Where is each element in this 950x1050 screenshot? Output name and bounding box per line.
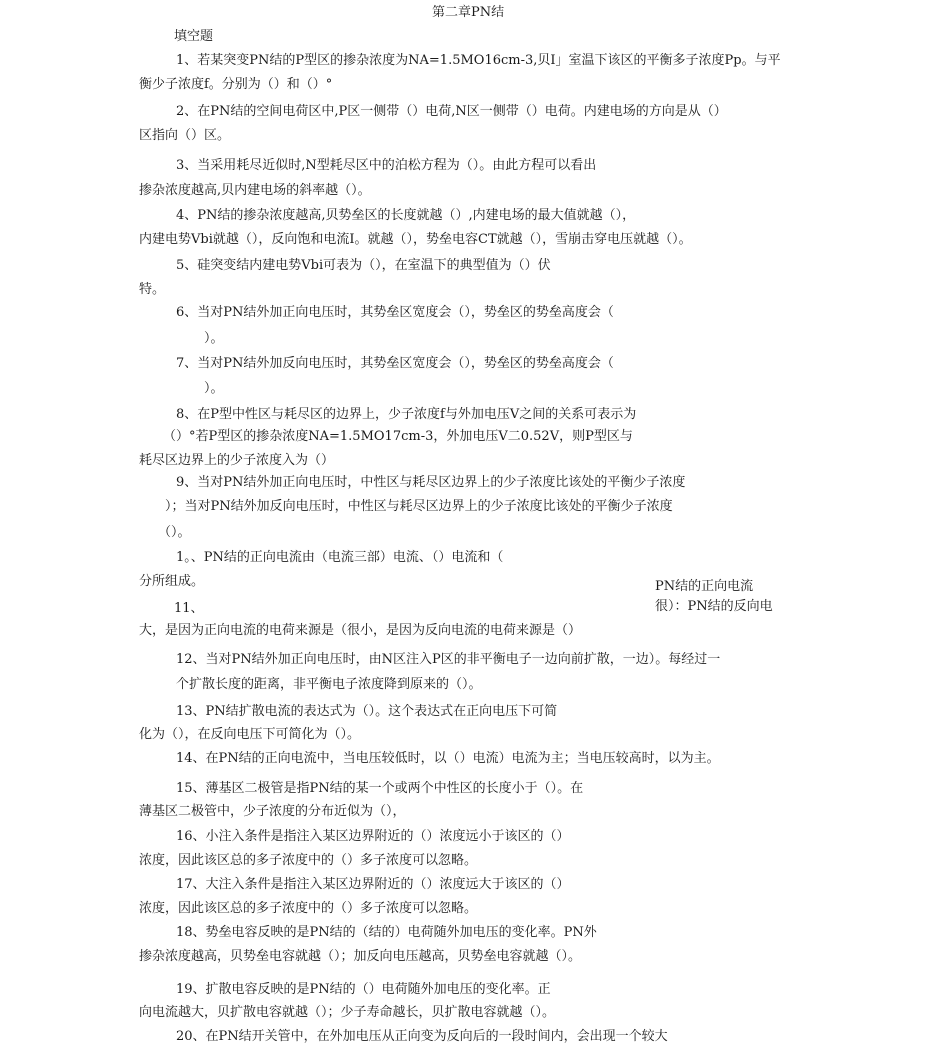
text-line: 个扩散长度的距离，非平衡电子浓度降到原来的（）。 — [176, 677, 482, 692]
text-line: 20、在PN结开关管中，在外加电压从正向变为反向后的一段时间内，会出现一个较大 — [176, 1029, 668, 1044]
text-line: （）。 — [158, 525, 191, 540]
text-line: 区指向（）区。 — [139, 128, 231, 143]
text-line: 13、PN结扩散电流的表达式为（）。这个表达式在正向电压下可简 — [176, 704, 558, 719]
text-line: 掺杂浓度越高，贝势垒电容就越（）；加反向电压越高，贝势垒电容就越（）。 — [139, 949, 582, 964]
text-line: 掺杂浓度越高,贝内建电场的斜率越（）。 — [139, 183, 371, 198]
text-line: 衡少子浓度f。分别为（）和（）° — [139, 77, 333, 92]
text-line: 耗尽区边界上的少子浓度入为（） — [139, 453, 335, 468]
text-line: 分所组成。 — [139, 574, 205, 589]
text-line: 18、势垒电容反映的是PN结的（结的）电荷随外加电压的变化率。PN外 — [176, 925, 597, 940]
text-line: 2、在PN结的空间电荷区中,P区一侧带（）电荷,N区一侧带（）电荷。内建电场的方向是从（） — [176, 104, 727, 119]
text-line: ）。 — [204, 331, 224, 346]
text-line: 3、当采用耗尽近似时,N型耗尽区中的泊松方程为（）。由此方程可以看出 — [176, 158, 597, 173]
side-note-line: PN结的正向电流 — [655, 579, 754, 594]
text-line: 7、当对PN结外加反向电压时，其势垒区宽度会（），势垒区的势垒高度会（ — [176, 356, 614, 371]
page-title: 第二章PN结 — [432, 5, 505, 20]
section-heading: 填空题 — [174, 29, 214, 44]
text-line: 8、在P型中性区与耗尽区的边界上，少子浓度f与外加电压V之间的关系可表示为 — [176, 407, 637, 422]
text-line: 向电流越大，贝扩散电容就越（）；少子寿命越长，贝扩散电容就越（）。 — [139, 1005, 556, 1020]
text-line: 大，是因为正向电流的电荷来源是（很小，是因为反向电流的电荷来源是（） — [139, 623, 582, 638]
text-line: 4、PN结的掺杂浓度越高,贝势垒区的长度就越（）,内建电场的最大值就越（）， — [176, 208, 636, 223]
text-line: 特。 — [139, 282, 166, 297]
text-line: 化为（），在反向电压下可简化为（）。 — [139, 727, 361, 742]
text-line: 薄基区二极管中，少子浓度的分布近似为（）， — [139, 804, 406, 819]
text-line: 浓度，因此该区总的多子浓度中的（）多子浓度可以忽略。 — [139, 901, 478, 916]
text-line: ）；当对PN结外加反向电压时，中性区与耗尽区边界上的少子浓度比该处的平衡少子浓度 — [165, 499, 673, 514]
text-line: 17、大注入条件是指注入某区边界附近的（）浓度远大于该区的（） — [176, 877, 570, 892]
text-line: 14、在PN结的正向电流中，当电压较低时，以（）电流）电流为主；当电压较高时，以为主。 — [176, 751, 720, 766]
text-line: 1、若某突变PN结的P型区的掺杂浓度为NA=1.5MO16cm-3,贝I」室温下该区的平衡多子浓度Pp。与平 — [176, 53, 781, 68]
text-line: （）°若P型区的掺杂浓度NA=1.5MO17cm-3，外加电压V二0.52V，则P型区与 — [163, 429, 633, 444]
text-line: 15、薄基区二极管是指PN结的某一个或两个中性区的长度小于（）。在 — [176, 781, 584, 796]
text-line: 19、扩散电容反映的是PN结的（）电荷随外加电压的变化率。正 — [176, 982, 551, 997]
text-line: 5、硅突变结内建电势Vbi可表为（），在室温下的典型值为（）伏 — [176, 258, 551, 273]
text-line: 1。、PN结的正向电流由（电流三部）电流、（）电流和（ — [176, 550, 504, 565]
text-line: 浓度，因此该区总的多子浓度中的（）多子浓度可以忽略。 — [139, 853, 478, 868]
text-line: 16、小注入条件是指注入某区边界附近的（）浓度远小于该区的（） — [176, 829, 570, 844]
side-note-line: 很）：PN结的反向电 — [655, 599, 773, 614]
text-line: 11、 — [174, 601, 204, 616]
text-line: 9、当对PN结外加正向电压时，中性区与耗尽区边界上的少子浓度比该处的平衡少子浓度 — [176, 475, 686, 490]
text-line: 内建电势Vbi就越（），反向饱和电流I。就越（），势垒电容CT就越（），雪崩击穿电压就越（）。 — [139, 232, 692, 247]
text-line: ）。 — [204, 381, 224, 396]
text-line: 12、当对PN结外加正向电压时，由N区注入P区的非平衡电子一边向前扩散，一边）。每经过一 — [176, 652, 721, 667]
text-line: 6、当对PN结外加正向电压时，其势垒区宽度会（），势垒区的势垒高度会（ — [176, 305, 614, 320]
